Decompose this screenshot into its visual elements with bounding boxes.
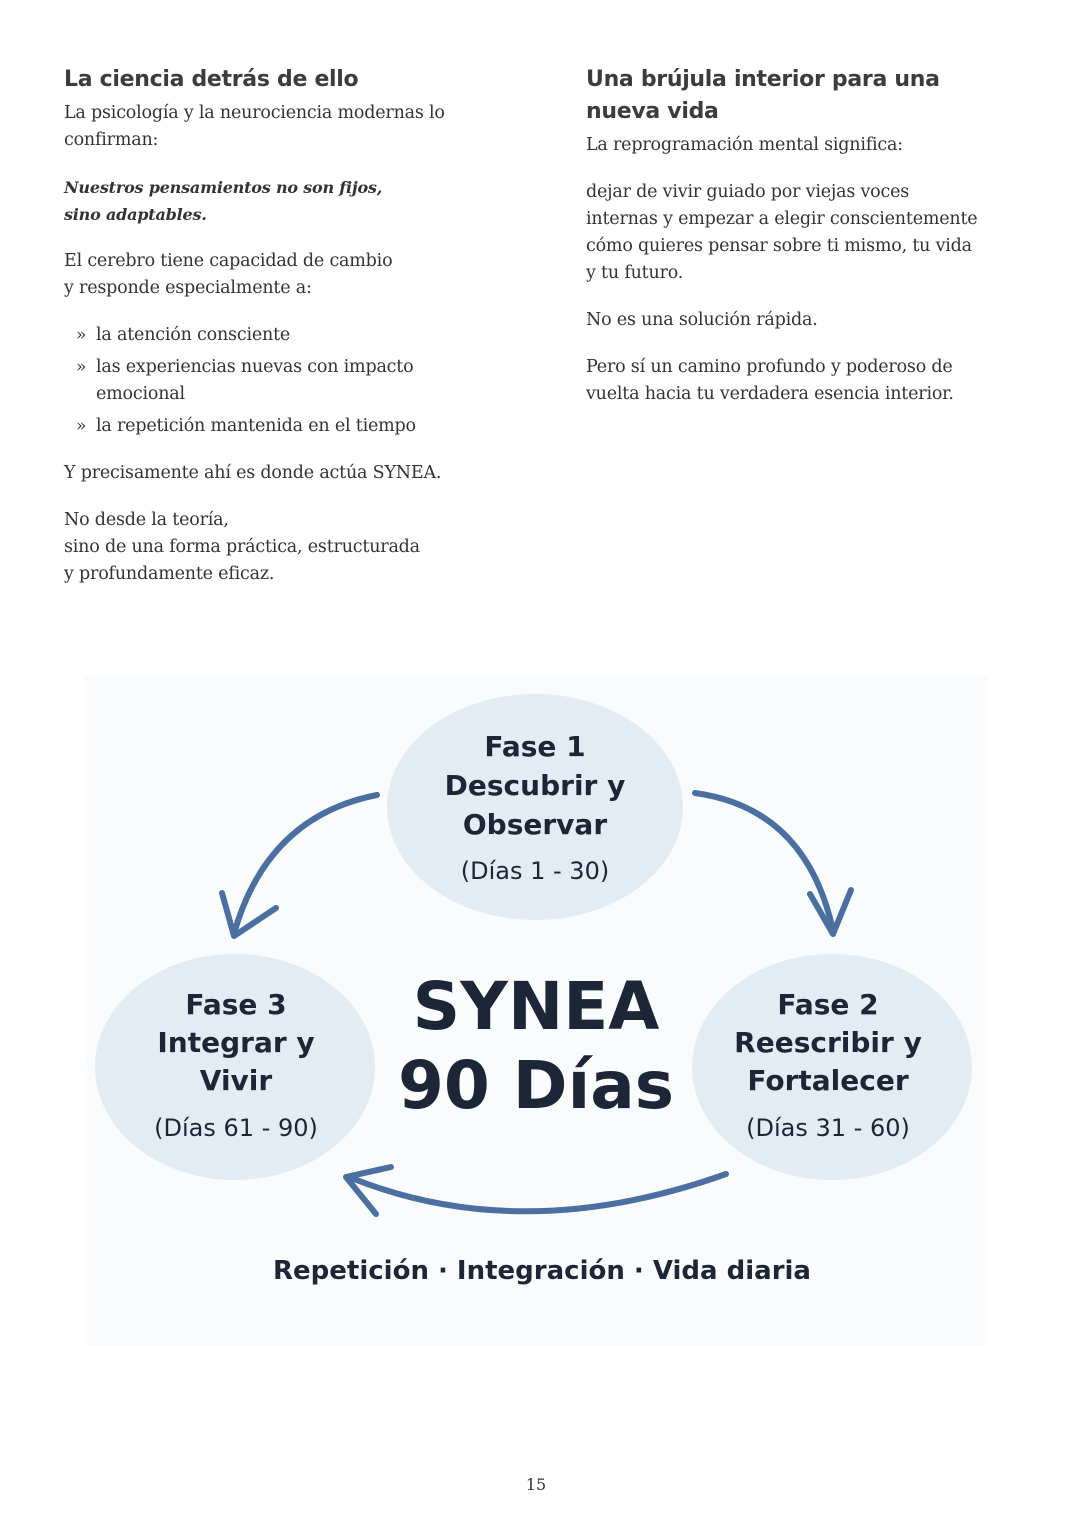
phase2-line2: Fortalecer	[747, 1064, 909, 1097]
left-column	[64, 64, 464, 608]
arrow-phase1-to-phase2	[695, 793, 851, 934]
phase3-line1: Integrar y	[157, 1026, 315, 1059]
list-item-text: la atención consciente	[96, 325, 291, 345]
bullet-marker: »	[76, 357, 87, 377]
arrow-phase3-to-phase1	[222, 795, 377, 936]
list-item-text: la repetición mantenida en el tiempo	[96, 416, 416, 436]
list-item	[76, 413, 464, 440]
synea-paragraph: Y precisamente ahí es donde actúa SYNEA.	[64, 463, 442, 483]
bullet-list	[76, 322, 464, 440]
diagram-caption: Repetición · Integración · Vida diaria	[273, 1256, 811, 1286]
phase2-line1: Reescribir y	[734, 1026, 922, 1059]
phase2-days: (Días 31 - 60)	[746, 1114, 910, 1142]
right-column	[586, 64, 986, 428]
bullet-marker: »	[76, 325, 87, 345]
phase1-line2: Observar	[462, 808, 608, 841]
phase3-title: Fase 3	[185, 988, 287, 1021]
center-days: 90 Días	[397, 1047, 675, 1124]
phase1-days: (Días 1 - 30)	[460, 857, 610, 885]
path-paragraph: Pero sí un camino profundo y poderoso de vuelta hacia tu verdadera esencia interior.	[586, 357, 954, 404]
intro-paragraph: La reprogramación mental significa:	[586, 135, 903, 155]
phase2-title: Fase 2	[777, 988, 879, 1021]
phase1-line1: Descubrir y	[444, 769, 626, 802]
phase3-days: (Días 61 - 90)	[154, 1114, 318, 1142]
not-quick-paragraph: No es una solución rápida.	[586, 310, 818, 330]
closing-paragraph: No desde la teoría, sino de una forma práctica, estructurada y profundamente eficaz.	[64, 510, 420, 584]
brain-paragraph: El cerebro tiene capacidad de cambio y responde especialmente a:	[64, 251, 393, 298]
emphasis-paragraph: Nuestros pensamientos no son fijos, sino adaptables.	[64, 178, 383, 224]
diagram-svg	[84, 676, 988, 1346]
heading-science: La ciencia detrás de ello	[64, 67, 359, 92]
phase1-ellipse	[387, 694, 683, 920]
phase3-line2: Vivir	[199, 1064, 273, 1097]
list-item	[76, 354, 464, 408]
arrow-phase2-to-phase3	[346, 1167, 726, 1214]
heading-compass: Una brújula interior para una nueva vida	[586, 67, 940, 124]
intro-paragraph: La psicología y la neurociencia modernas lo confirman:	[64, 103, 445, 150]
list-item	[76, 322, 464, 349]
synea-cycle-diagram	[84, 676, 988, 1346]
meaning-paragraph: dejar de vivir guiado por viejas voces internas y empezar a elegir conscientemente cómo quieres pensar sobre ti mismo, tu vida y tu futuro.	[586, 182, 978, 283]
center-title: SYNEA	[412, 968, 660, 1045]
bullet-marker: »	[76, 416, 87, 436]
list-item-text: las experiencias nuevas con impacto emocional	[96, 357, 414, 404]
phase1-title: Fase 1	[484, 730, 586, 763]
page-number: 15	[525, 1475, 547, 1494]
